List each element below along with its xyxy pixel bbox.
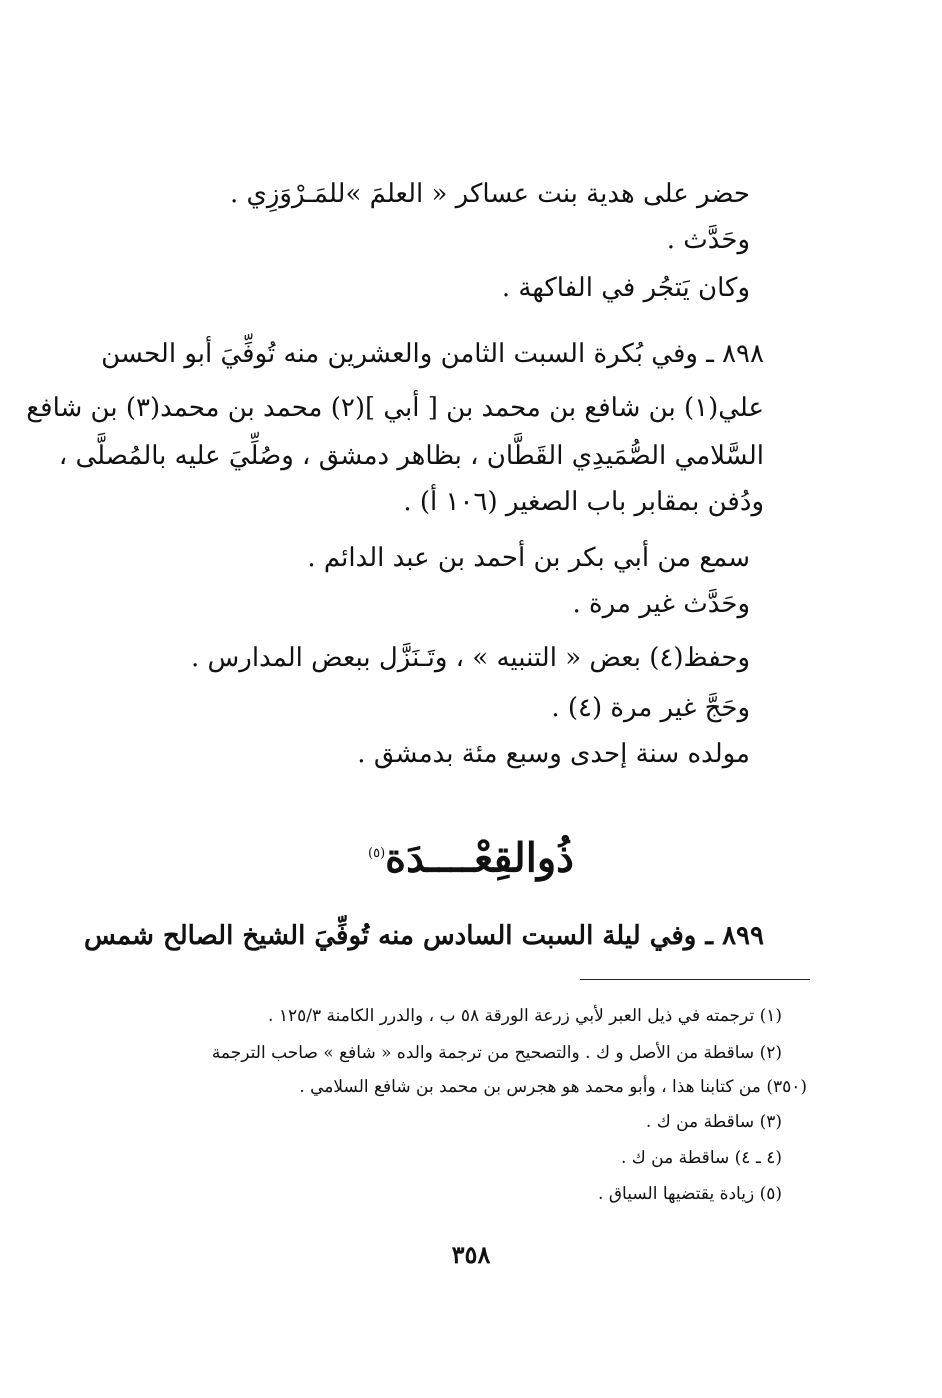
section-heading-note: (٥) xyxy=(368,846,386,861)
footnote-3: (٣) ساقطة من ك . xyxy=(645,1112,782,1132)
entry-898-line-1: ٨٩٨ ـ وفي بُكرة السبت الثامن والعشرين منه تُوفِّيَ أبو الحسن xyxy=(101,339,764,369)
footnote-4: (٤ ـ ٤) ساقطة من ك . xyxy=(620,1148,782,1168)
entry-898-line-2: علي(١) بن شافع بن محمد بن [ أبي ](٢) محمد بن محمد(٣) بن شافع xyxy=(26,393,764,423)
text-line-1: حضر على هدية بنت عساكر « العلمَ »للمَـرْوَزِي . xyxy=(229,179,750,209)
text-line-2: وحَدَّث . xyxy=(666,225,750,255)
page-number: ٣٥٨ xyxy=(451,1240,491,1269)
entry-898-line-3: السَّلامي الصُّمَيدِي القَطَّان ، بظاهر دمشق ، وصُلِّيَ عليه بالمُصلَّى ، xyxy=(58,441,764,471)
footnote-divider xyxy=(580,979,810,980)
text-line-11: وحَجَّ غير مرة (٤) . xyxy=(551,693,750,723)
text-line-10: وحفظ(٤) بعض « التنبيه » ، وتَـنَزَّل ببعض المدارس . xyxy=(191,643,750,673)
footnote-5: (٥) زيادة يقتضيها السياق . xyxy=(598,1184,782,1204)
section-heading-title: ذُوالقِعْــــدَة xyxy=(385,834,574,882)
footnote-2-continued: (٣٥٠) من كتابنا هذا ، وأبو محمد هو هجرس بن محمد بن شافع السلامي . xyxy=(299,1077,807,1097)
text-line-9: وحَدَّث غير مرة . xyxy=(572,589,750,619)
text-line-8: سمع من أبي بكر بن أحمد بن عبد الدائم . xyxy=(307,543,750,573)
section-heading xyxy=(0,826,942,886)
footnote-1: (١) ترجمته في ذيل العبر لأبي زرعة الورقة ٥٨ ب ، والدرر الكامنة ١٢٥/٣ . xyxy=(268,1006,782,1026)
footnote-2: (٢) ساقطة من الأصل و ك . والتصحيح من ترجمة والده « شافع » صاحب الترجمة xyxy=(211,1043,782,1063)
text-line-12: مولده سنة إحدى وسبع مئة بدمشق . xyxy=(357,739,750,769)
text-line-3: وكان يَتجُر في الفاكهة . xyxy=(501,273,750,303)
entry-899-line-1: ٨٩٩ ـ وفي ليلة السبت السادس منه تُوفِّيَ الشيخ الصالح شمس xyxy=(83,921,764,951)
entry-898-line-4: ودُفن بمقابر باب الصغير (١٠٦ أ) . xyxy=(403,487,764,517)
